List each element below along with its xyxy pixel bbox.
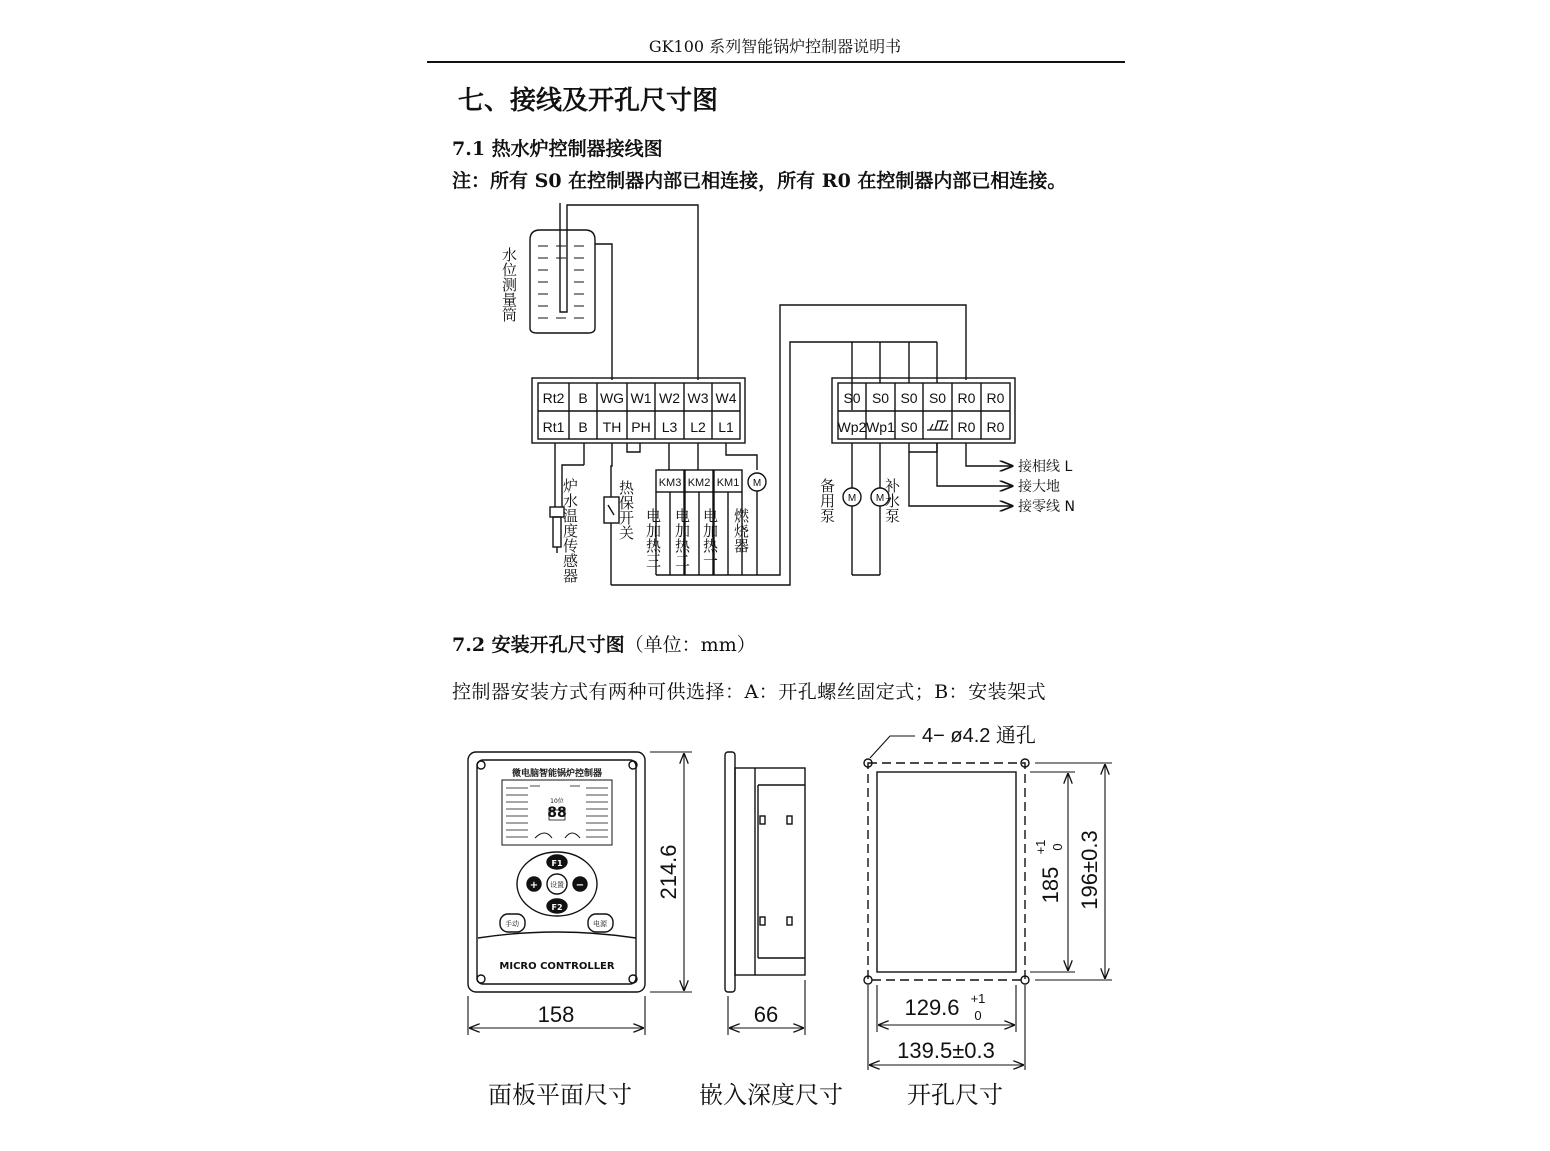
feed-pump-motor-symbol: M xyxy=(875,493,885,504)
km1-label: KM1 xyxy=(716,477,740,489)
panel-name-en: MICRO CONTROLLER xyxy=(499,961,615,972)
left-terminal-top-2: WG xyxy=(599,390,625,406)
water-level-column xyxy=(530,203,698,380)
left-terminal-bottom-0: Rt1 xyxy=(542,419,565,435)
ground-label: 接大地 xyxy=(1018,479,1060,495)
burner-label: 燃烧器 xyxy=(732,508,750,553)
minus-button[interactable]: − xyxy=(575,880,585,891)
left-terminal-bottom-1: B xyxy=(578,419,588,435)
left-terminal-top-row xyxy=(543,390,737,406)
left-terminal-bottom-5: L2 xyxy=(690,419,706,435)
cutout-holes-label: 4− ø4.2 通孔 xyxy=(922,725,1036,747)
left-terminal-bottom-2: TH xyxy=(602,419,622,435)
sensor-label: 炉水温度传感器 xyxy=(561,478,579,583)
left-terminal-bottom-4: L3 xyxy=(661,419,678,435)
cutout-inner-height-tol-upper: +1 xyxy=(1033,839,1048,855)
km2-label: KM2 xyxy=(687,477,711,489)
left-terminal-top-1: B xyxy=(578,390,588,406)
section-heading: 七、接线及开孔尺寸图 xyxy=(458,86,719,116)
cutout-inner-width-tol-upper: +1 xyxy=(970,991,986,1006)
left-terminal-bottom-row xyxy=(543,419,734,435)
heater3-label: 电加热三 xyxy=(644,508,662,568)
set-button[interactable]: 设置 xyxy=(550,881,564,889)
right-terminal-top-4: R0 xyxy=(957,390,976,406)
panel-front-view xyxy=(468,752,645,992)
depth-side-view xyxy=(725,752,805,992)
cutout-caption: 开孔尺寸 xyxy=(907,1081,1003,1109)
right-terminal-bottom-0: Wp2 xyxy=(837,419,867,435)
wiring-subtitle: 7.1 热水炉控制器接线图 xyxy=(452,138,663,160)
neutral-n-label: 接零线 N xyxy=(1018,499,1075,515)
left-terminal-top-3: W1 xyxy=(630,390,652,406)
right-terminal-bottom-1: Wp1 xyxy=(866,419,895,435)
right-terminal-bottom-4: R0 xyxy=(957,419,976,435)
left-terminal-bottom-6: L1 xyxy=(718,419,734,435)
cutout-dimension-lines xyxy=(868,763,1112,1070)
right-terminal-bottom-2: S0 xyxy=(900,419,918,435)
cutout-inner-height: 185 xyxy=(1038,866,1063,904)
heater1-label: 电加热一 xyxy=(701,508,719,568)
water-column-label: 水位测量筒 xyxy=(500,247,518,322)
left-terminal-top-4: W2 xyxy=(659,390,680,406)
line-l-label: 接相线 L xyxy=(1018,459,1073,475)
cutout-inner-width: 129.6 xyxy=(904,995,960,1020)
left-terminal-top-5: W3 xyxy=(687,390,709,406)
left-terminal-top-6: W4 xyxy=(715,390,737,406)
cutout-inner-width-tol-lower: 0 xyxy=(974,1008,982,1023)
cutout-inner-height-tol-lower: 0 xyxy=(1050,843,1065,851)
panel-width-dim: 158 xyxy=(537,1002,575,1027)
standby-pump-label: 备用泵 xyxy=(818,478,836,523)
right-terminal-top-2: S0 xyxy=(900,390,918,406)
standby-pump-motor-symbol: M xyxy=(847,493,857,504)
depth-dim: 66 xyxy=(753,1002,779,1027)
manual-button[interactable]: 手动 xyxy=(505,920,519,928)
right-terminal-top-5: R0 xyxy=(986,390,1005,406)
power-button[interactable]: 电源 xyxy=(593,920,607,928)
right-terminal-top-0: S0 xyxy=(843,390,861,406)
panel-height-dim: 214.6 xyxy=(656,844,681,900)
wiring-note: 注：所有 S0 在控制器内部已相连接，所有 R0 在控制器内部已相连接。 xyxy=(452,170,1067,192)
right-terminal-top-3: S0 xyxy=(928,390,947,406)
ground-symbol-icon xyxy=(927,421,948,430)
right-terminal-bottom-row xyxy=(838,419,1005,435)
lcd-digits: 88 xyxy=(547,805,567,821)
lcd-digit-label: 10位 xyxy=(550,798,564,805)
feed-pump-label: 补水泵 xyxy=(883,478,901,523)
right-terminal-bottom-5: R0 xyxy=(986,419,1005,435)
panel-name-cn: 微电脑智能锅炉控制器 xyxy=(511,769,603,779)
install-subtitle-main: 7.2 安装开孔尺寸图 xyxy=(452,634,625,656)
left-terminal-bottom-3: PH xyxy=(631,419,651,435)
cutout-outer-height: 196±0.3 xyxy=(1077,830,1102,910)
right-terminal-top-1: S0 xyxy=(871,390,890,406)
heater2-label: 电加热二 xyxy=(673,508,691,568)
thermal-switch-label: 热保开关 xyxy=(617,480,635,540)
install-description: 控制器安装方式有两种可供选择：A：开孔螺丝固定式；B：安装架式 xyxy=(452,681,1047,703)
burner-motor-symbol: M xyxy=(752,478,762,489)
install-subtitle-unit: （单位：mm） xyxy=(624,634,756,656)
document-header-title: GK100 系列智能锅炉控制器说明书 xyxy=(648,37,902,56)
km3-label: KM3 xyxy=(658,477,682,489)
plus-button[interactable]: + xyxy=(529,880,539,891)
f1-button[interactable]: F1 xyxy=(551,859,563,868)
depth-caption: 嵌入深度尺寸 xyxy=(699,1081,843,1109)
cutout-view xyxy=(864,736,1029,984)
cutout-outer-width: 139.5±0.3 xyxy=(897,1038,995,1063)
left-terminal-top-0: Rt2 xyxy=(542,390,565,406)
panel-caption: 面板平面尺寸 xyxy=(488,1081,632,1109)
f2-button[interactable]: F2 xyxy=(551,903,563,912)
